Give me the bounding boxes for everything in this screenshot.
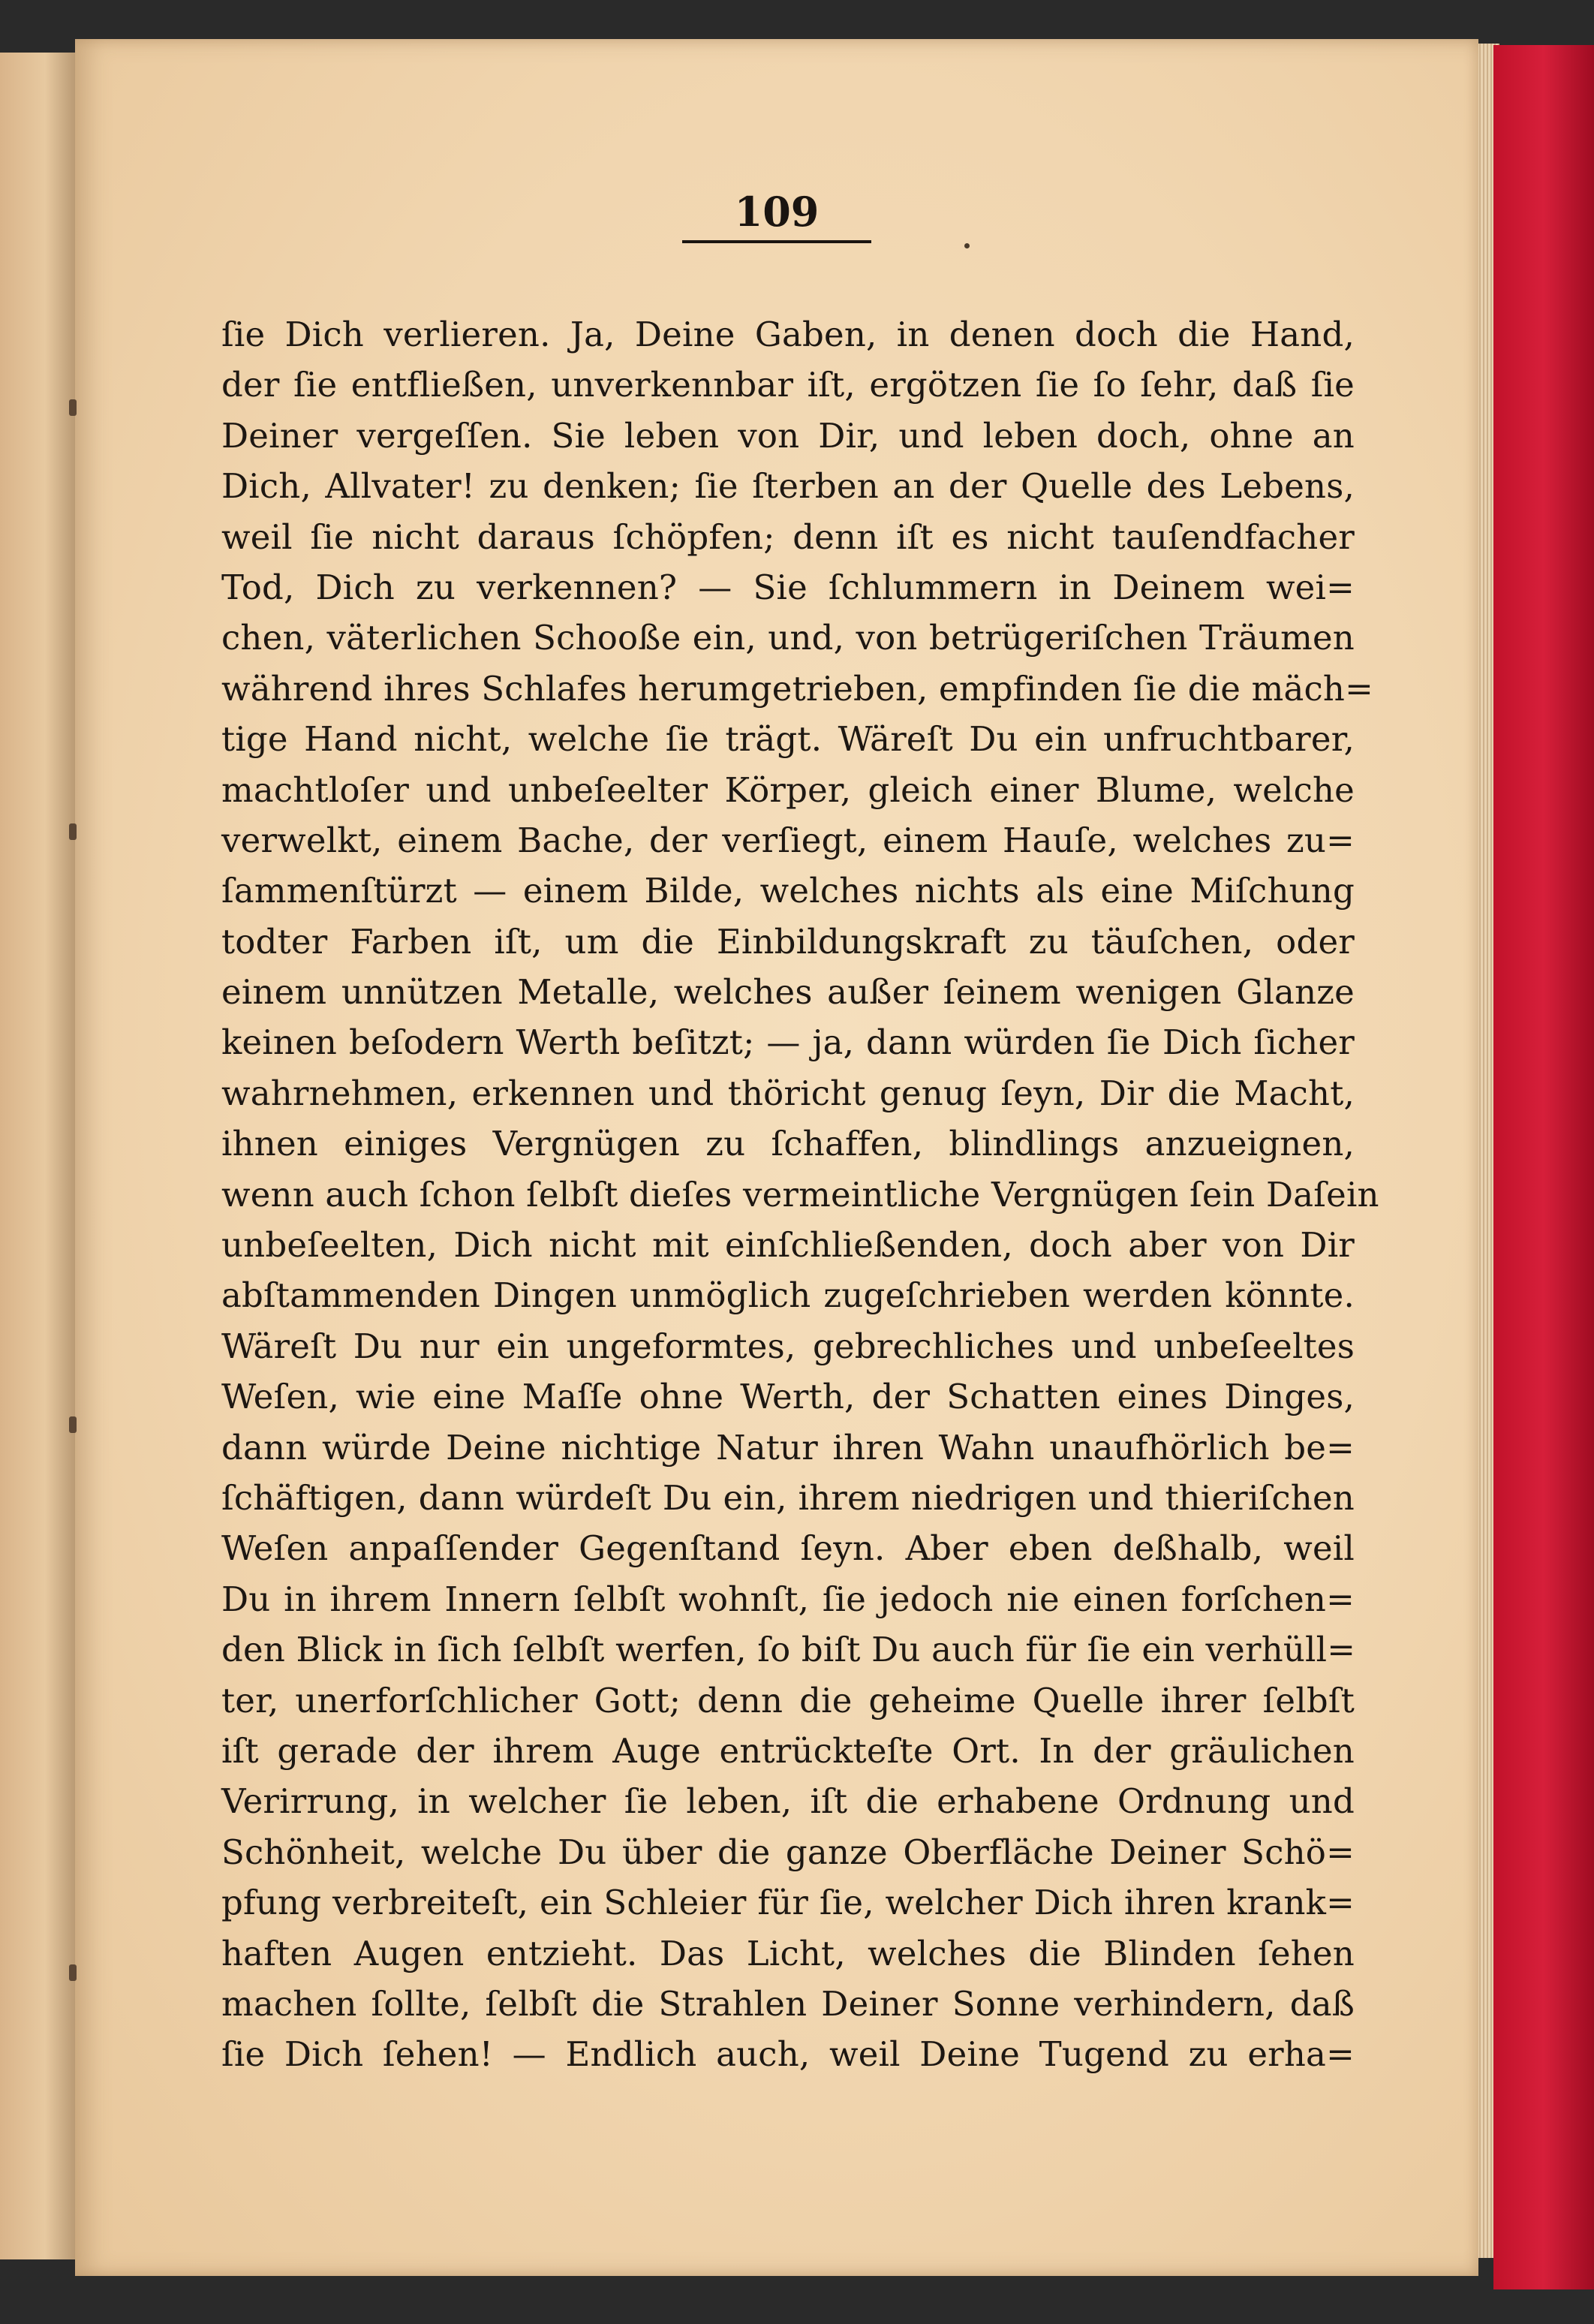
text-line: machen ſollte, ſelbſt die Strahlen Deiner Sonne verhindern, daß	[221, 1983, 1355, 2024]
book-page	[75, 39, 1478, 2276]
text-line: unbeſeelten, Dich nicht mit einſchließenden, doch aber von Dir	[221, 1225, 1355, 1266]
text-line: todter Farben iſt, um die Einbildungskraft zu täuſchen, oder	[221, 921, 1355, 962]
binding-thread-mark	[69, 823, 77, 840]
text-line: wahrnehmen, erkennen und thöricht genug ſeyn, Dir die Macht,	[221, 1073, 1355, 1113]
page-number: 109	[75, 188, 1478, 243]
text-line: chen, väterlichen Schooße ein, und, von betrügeriſchen Träumen	[221, 618, 1355, 658]
text-line: Weſen, wie eine Maſſe ohne Werth, der Schatten eines Dinges,	[221, 1377, 1355, 1417]
text-line: pfung verbreiteſt, ein Schleier für ſie, welcher Dich ihren krank=	[221, 1883, 1355, 1923]
text-line: Deiner vergeſſen. Sie leben von Dir, und leben doch, ohne an	[221, 415, 1355, 456]
text-line: der ſie entfließen, unverkennbar iſt, ergötzen ſie ſo ſehr, daß ſie	[221, 365, 1355, 405]
text-line: ter, unerforſchlicher Gott; denn die geheime Quelle ihrer ſelbſt	[221, 1680, 1355, 1720]
text-line: Dich, Allvater! zu denken; ſie ſterben an der Quelle des Lebens,	[221, 466, 1355, 507]
text-line: dann würde Deine nichtige Natur ihren Wahn unaufhörlich be=	[221, 1427, 1355, 1468]
text-line: machtloſer und unbeſeelter Körper, gleich einer Blume, welche	[221, 769, 1355, 810]
body-text	[221, 309, 1379, 2080]
previous-page-edge	[0, 53, 77, 2259]
text-line: ſchäftigen, dann würdeſt Du ein, ihrem niedrigen und thieriſchen	[221, 1477, 1355, 1518]
text-line: einem unnützen Metalle, welches außer ſeinem wenigen Glanze	[221, 972, 1355, 1013]
text-line: abſtammenden Dingen unmöglich zugeſchrieben werden könnte.	[221, 1275, 1355, 1316]
text-line: ihnen einiges Vergnügen zu ſchaffen, blindlings anzueignen,	[221, 1124, 1355, 1164]
text-line: während ihres Schlafes herumgetrieben, empfinden ſie die mäch=	[221, 668, 1374, 709]
text-line: tige Hand nicht, welche ſie trägt. Wäreſt Du ein unfruchtbarer,	[221, 719, 1355, 760]
text-line: ſie Dich ſehen! — Endlich auch, weil Deine Tugend zu erha=	[221, 2034, 1355, 2075]
text-line: Du in ihrem Innern ſelbſt wohnſt, ſie jedoch nie einen forſchen=	[221, 1579, 1355, 1619]
text-line: verwelkt, einem Bache, der verſiegt, einem Hauſe, welches zu=	[221, 820, 1355, 860]
text-line: Verirrung, in welcher ſie leben, iſt die erhabene Ordnung und	[221, 1781, 1355, 1822]
paper-speck	[964, 243, 970, 248]
text-line: iſt gerade der ihrem Auge entrückteſte Ort. In der gräulichen	[221, 1730, 1355, 1771]
text-line: Weſen anpaſſender Gegenſtand ſeyn. Aber eben deßhalb, weil	[221, 1528, 1355, 1569]
text-line: haften Augen entzieht. Das Licht, welches die Blinden ſehen	[221, 1933, 1355, 1973]
text-line: ſie Dich verlieren. Ja, Deine Gaben, in denen doch die Hand,	[221, 315, 1355, 354]
text-line: Tod, Dich zu verkennen? — Sie ſchlummern in Deinem wei=	[221, 567, 1355, 607]
binding-thread-mark	[69, 1964, 77, 1981]
text-line: keinen beſodern Werth beſitzt; — ja, dann würden ſie Dich ſicher	[221, 1022, 1355, 1063]
text-line: Wäreſt Du nur ein ungeformtes, gebrechliches und unbeſeeltes	[221, 1326, 1355, 1366]
text-line: den Blick in ſich ſelbſt werfen, ſo biſt Du auch für ſie ein verhüll=	[221, 1630, 1356, 1670]
text-line: weil ſie nicht daraus ſchöpfen; denn iſt es nicht tauſendfacher	[221, 516, 1355, 557]
red-book-cover	[1493, 45, 1594, 2289]
binding-thread-mark	[69, 399, 77, 416]
text-line: ſammenſtürzt — einem Bilde, welches nichts als eine Miſchung	[221, 871, 1355, 911]
binding-thread-mark	[69, 1416, 77, 1433]
text-line: wenn auch ſchon ſelbſt dieſes vermeintliche Vergnügen ſein Daſein	[221, 1174, 1379, 1215]
text-line: Schönheit, welche Du über die ganze Oberfläche Deiner Schö=	[221, 1832, 1355, 1872]
